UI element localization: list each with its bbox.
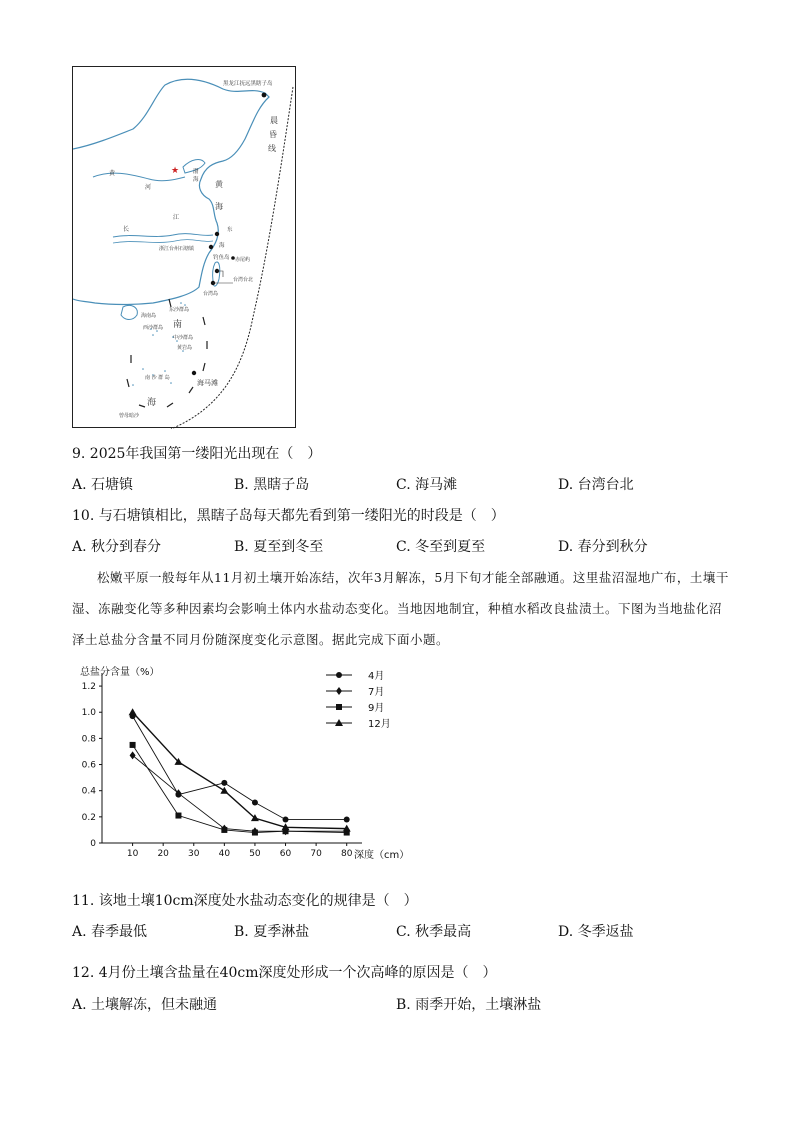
chart-data-point [252, 799, 258, 805]
chart-legend [326, 670, 391, 730]
question-11-option-c[interactable]: C. 秋季最高 [396, 924, 472, 940]
salt-content-chart [72, 660, 412, 870]
nanhai-label-2: 海 [147, 398, 157, 408]
chiweiyu-label: 赤尾屿 [235, 257, 251, 263]
chart-series-1 [130, 713, 350, 822]
chart-series-3 [130, 742, 350, 836]
shitang-label: 浙江台州石塘镇 [159, 246, 195, 252]
haimatan-point [192, 371, 196, 375]
heixiazi-point [262, 93, 267, 98]
chart-y-tick-label: 0.4 [81, 786, 96, 797]
zhongsha-label: 中沙群岛 [173, 335, 194, 341]
chart-series-4 [129, 708, 351, 831]
changjiang-label-2: 江 [173, 214, 180, 221]
huanghe-label-2: 河 [145, 184, 152, 191]
question-11-option-a[interactable]: A. 春季最低 [72, 924, 148, 940]
question-11-option-b[interactable]: B. 夏季淋盐 [234, 924, 310, 940]
chart-legend-label: 4月 [368, 671, 385, 682]
question-9-option-a[interactable]: A. 石塘镇 [72, 477, 134, 493]
china-map-figure [72, 66, 296, 428]
heixiazi-label: 黑龙江抚远黑瞎子岛 [223, 81, 273, 87]
terminator-label-3: 线 [268, 144, 276, 153]
yangtze-river [113, 234, 213, 237]
chart-y-tick-label: 0.2 [81, 812, 96, 823]
nansha-label: 南 沙 群 岛 [145, 375, 170, 381]
bohai-label-2: 海 [193, 177, 199, 183]
chart-x-tick-label: 40 [218, 849, 231, 859]
capital-star-icon: ★ [171, 166, 180, 176]
chart-data-point [221, 780, 227, 786]
donghai-label-1: 东 [227, 227, 233, 233]
hainan-island [121, 305, 137, 319]
question-9-stem: 9. 2025年我国第一缕阳光出现在（ ） [72, 446, 322, 462]
chart-x-tick-label: 10 [126, 849, 139, 859]
coastline [73, 79, 269, 304]
changjiang-label-1: 长 [123, 226, 130, 233]
chart-x-tick-label: 60 [279, 849, 292, 859]
hainan-label: 海南岛 [141, 313, 157, 319]
chart-x-tick-label: 30 [188, 849, 200, 859]
dongsha-label: 东沙群岛 [169, 307, 190, 313]
question-9-option-d[interactable]: D. 台湾台北 [558, 477, 634, 493]
chart-x-axis-label: 深度（cm） [354, 850, 410, 861]
huanghai-label-2: 海 [215, 202, 223, 211]
question-10-option-c[interactable]: C. 冬至到夏至 [396, 539, 486, 555]
chart-y-tick-label: 1.2 [81, 682, 96, 693]
huanghe-label-1: 黄 [109, 170, 116, 177]
question-11-stem: 11. 该地土壤10cm深度处水盐动态变化的规律是（ ） [72, 893, 418, 909]
huangyan-label: 黄岩岛 [177, 345, 193, 351]
huanghai-label-1: 黄 [215, 180, 223, 189]
chart-data-point [130, 751, 136, 759]
chart-x-tick-label: 50 [249, 849, 261, 859]
chart-data-point [283, 816, 289, 822]
chart-legend-label: 7月 [368, 687, 385, 698]
chart-x-tick-label: 20 [157, 849, 169, 859]
question-12-options [72, 994, 752, 1014]
question-12-option-a[interactable]: A. 土壤解冻，但未融通 [72, 997, 218, 1013]
question-11-options [72, 921, 752, 941]
question-10-stem: 10. 与石塘镇相比，黑瞎子岛每天都先看到第一缕阳光的时段是（ ） [72, 508, 505, 524]
chart-data-point [344, 816, 350, 822]
shitang-point [215, 232, 219, 236]
question-9-option-b[interactable]: B. 黑瞎子岛 [234, 477, 310, 493]
chart-y-tick-label: 1.0 [81, 708, 96, 719]
chart-data-point [252, 830, 258, 836]
reading-passage: 松嫩平原一般每年从11月初土壤开始冻结，次年3月解冻，5月下旬才能全部融通。这里盐沼湿地广布，土壤干湿、冻融变化等多种因素均会影响土体内水盐动态变化。当地因地制宜，种植水稻改良盐渍土。下图为当地盐化沼泽土总盐分含量不同月份随深度变化示意图。据此完成下面小题。 [72, 570, 729, 647]
chart-data-point [175, 813, 181, 819]
chart-data-point [130, 742, 136, 748]
question-10-option-a[interactable]: A. 秋分到春分 [72, 539, 162, 555]
question-12-option-b[interactable]: B. 雨季开始，土壤淋盐 [396, 997, 542, 1013]
chart-legend-marker [336, 687, 342, 695]
question-11-option-d[interactable]: D. 冬季返盐 [558, 924, 634, 940]
east-point [209, 245, 213, 249]
nine-dash-line [127, 299, 207, 407]
chart-data-point [220, 787, 228, 794]
chart-legend-label: 12月 [368, 719, 391, 730]
nanhai-label-1: 南 [173, 320, 183, 330]
chart-y-tick-label: 0.8 [81, 734, 96, 745]
chart-legend-marker [336, 672, 342, 678]
chart-data-point [221, 827, 227, 833]
taiwan-label: 台湾岛 [203, 291, 219, 297]
question-10-options [72, 536, 752, 556]
chart-y-axis-label: 总盐分含量（%） [80, 667, 160, 678]
chart-x-tick-label: 80 [340, 849, 353, 859]
yangtze-river-bank [113, 240, 213, 243]
chart-x-tick-label: 70 [310, 849, 322, 859]
question-10-option-b[interactable]: B. 夏至到冬至 [234, 539, 324, 555]
chart-y-tick-label: 0 [90, 839, 96, 849]
salt-content-chart-svg [72, 660, 412, 870]
zengmu-label: 曾母暗沙 [119, 413, 140, 419]
question-12-stem: 12. 4月份土壤含盐量在40cm深度处形成一个次高峰的原因是（ ） [72, 965, 497, 981]
haimatan-label: 海马滩 [197, 379, 218, 387]
xisha-label: 西沙群岛 [143, 325, 164, 331]
donghai-label-2: 海 [219, 243, 225, 249]
chart-series-2 [130, 751, 350, 835]
chart-series-group [129, 708, 351, 835]
diaoyudao-label: 钓鱼岛 [213, 255, 230, 261]
chart-data-point [129, 708, 137, 715]
chart-legend-label: 9月 [368, 703, 385, 714]
taipei-label: 台湾台北 [233, 277, 254, 283]
bohai-label-1: 渤 [193, 169, 199, 175]
terminator-label-2: 昏 [269, 130, 277, 139]
question-10-option-d[interactable]: D. 春分到秋分 [558, 539, 648, 555]
chart-legend-marker [336, 704, 342, 710]
chart-y-tick-label: 0.6 [81, 760, 96, 771]
terminator-label-1: 晨 [270, 116, 278, 125]
china-east-map [73, 67, 297, 429]
question-9-option-c[interactable]: C. 海马滩 [396, 477, 458, 493]
question-9-options [72, 474, 752, 494]
